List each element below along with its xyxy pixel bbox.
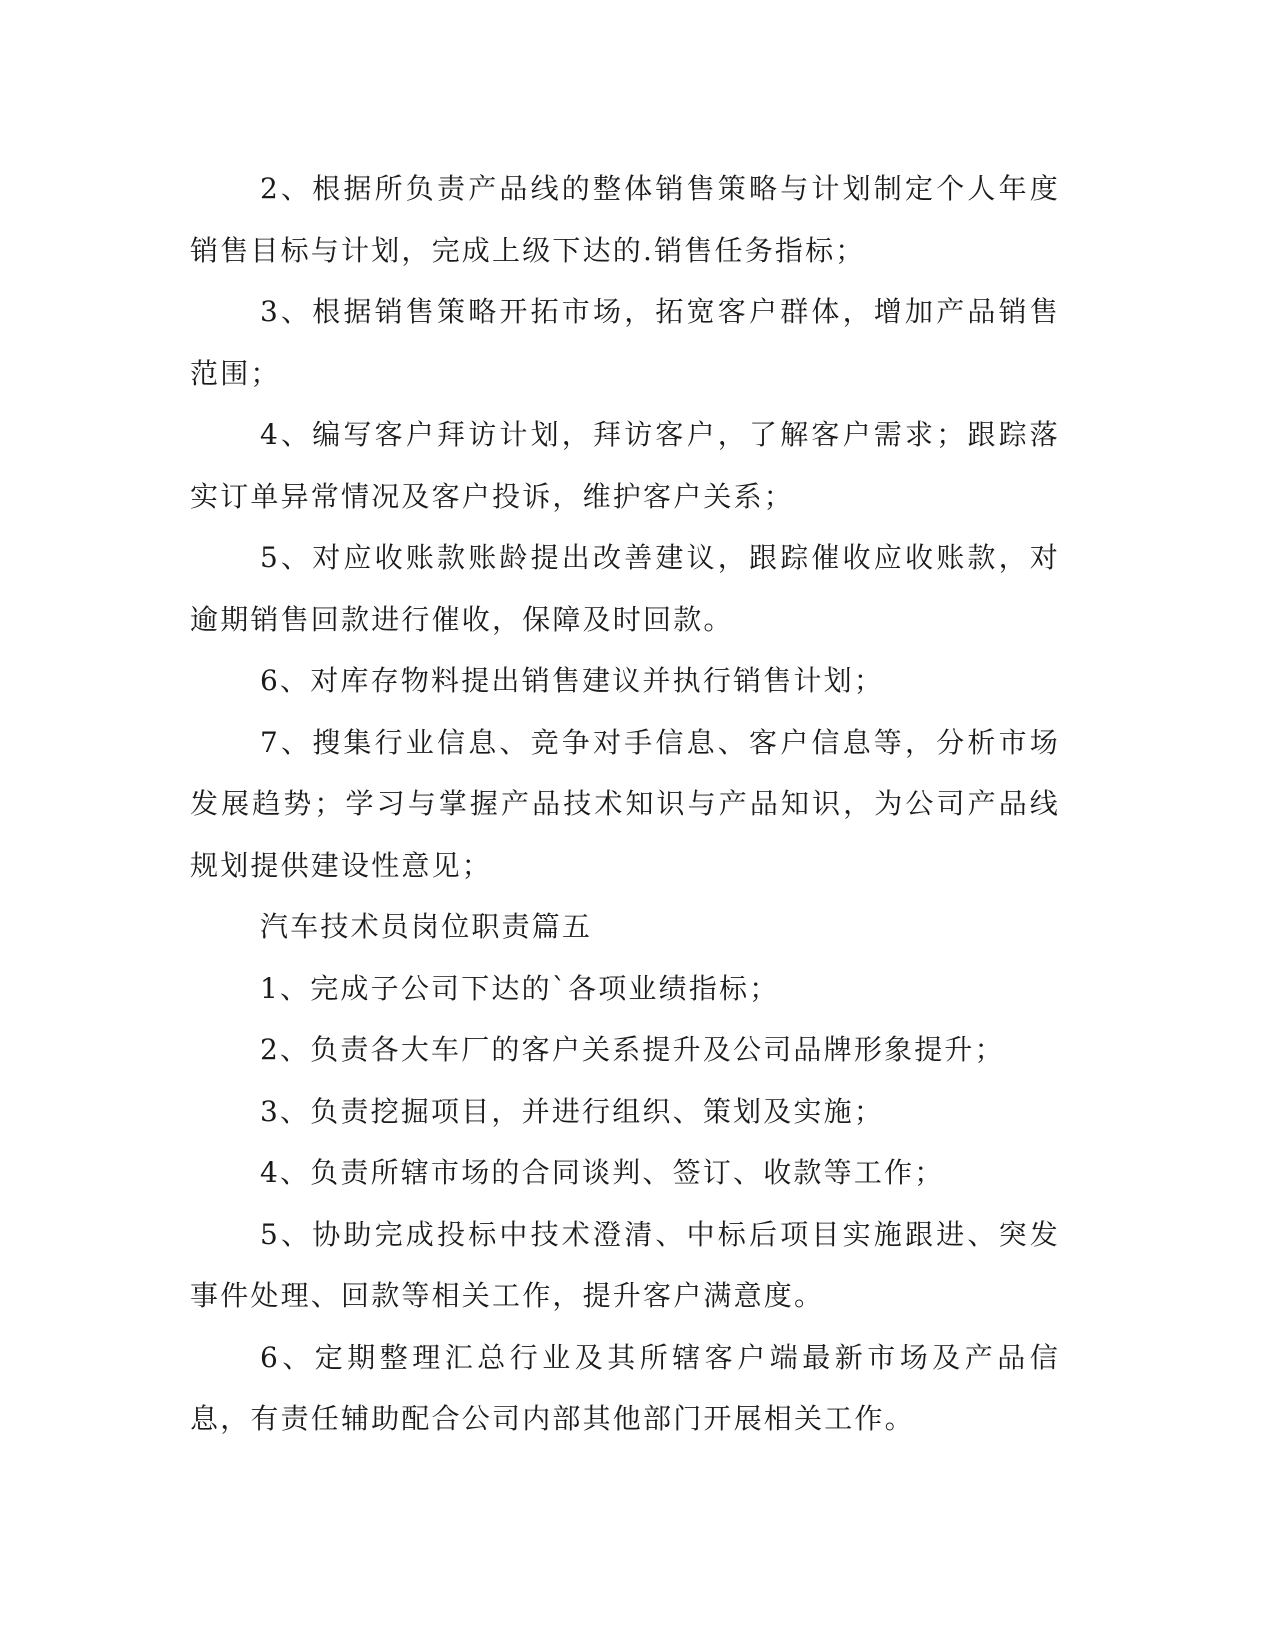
section-heading: 汽车技术员岗位职责篇五 <box>260 910 593 943</box>
paragraph-inventory: 6、对库存物料提出销售建议并执行销售计划； <box>260 664 885 697</box>
document-body <box>190 158 1060 1450</box>
paragraph-project-mining: 3、负责挖掘项目，并进行组织、策划及实施； <box>260 1094 885 1128</box>
paragraph-receivables: 5、对应收账款账龄提出改善建议，跟踪催收应收账款，对逾期销售回款进行催收，保障及时回款。 <box>190 541 1060 636</box>
paragraph-client-relations: 2、负责各大车厂的客户关系提升及公司品牌形象提升； <box>260 1033 1005 1066</box>
paragraph-market-info: 7、搜集行业信息、竞争对手信息、客户信息等，分析市场发展趋势；学习与掌握产品技术知识与产品知识，为公司产品线规划提供建设性意见； <box>190 725 1060 882</box>
paragraph-bid-support: 5、协助完成投标中技术澄清、中标后项目实施跟进、突发事件处理、回款等相关工作，提升客户满意度。 <box>190 1217 1060 1312</box>
paragraph-customer-visits: 4、编写客户拜访计划，拜访客户，了解客户需求；跟踪落实订单异常情况及客户投诉，维护客户关系； <box>190 418 1060 513</box>
paragraph-contract-negotiation: 4、负责所辖市场的合同谈判、签订、收款等工作； <box>260 1156 945 1189</box>
paragraph-sales-target: 2、根据所负责产品线的整体销售策略与计划制定个人年度销售目标与计划，完成上级下达的.销售任务指标； <box>190 172 1060 267</box>
paragraph-market-expansion: 3、根据销售策略开拓市场，拓宽客户群体，增加产品销售范围； <box>190 295 1060 390</box>
paragraph-industry-info: 6、定期整理汇总行业及其所辖客户端最新市场及产品信息，有责任辅助配合公司内部其他部门开展相关工作。 <box>190 1340 1060 1435</box>
paragraph-performance-targets: 1、完成子公司下达的`各项业绩指标； <box>260 971 780 1005</box>
